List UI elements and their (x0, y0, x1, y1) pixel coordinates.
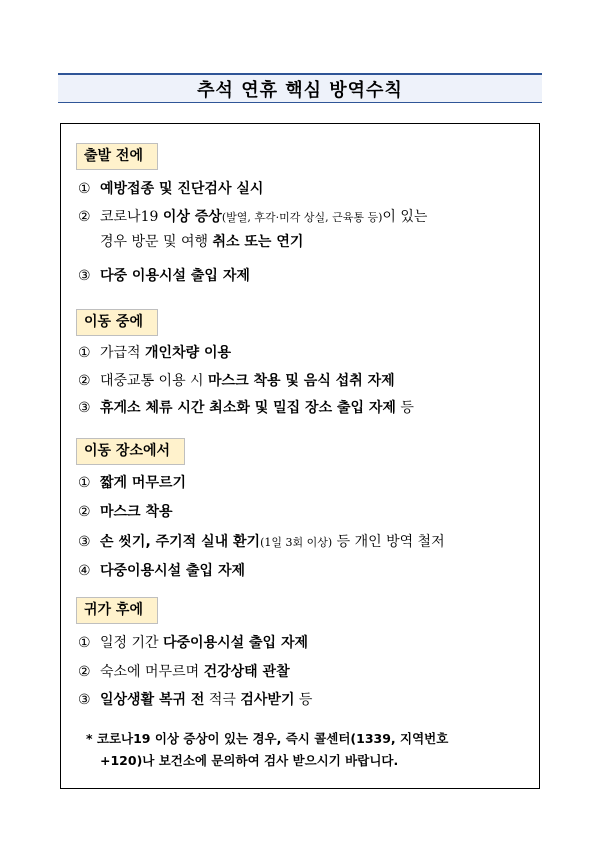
item-text-bold: 취소 또는 연기 (212, 234, 304, 250)
item-text-bold: 검사받기 (240, 692, 295, 708)
rule-item (78, 690, 312, 710)
item-number: ② (78, 373, 91, 389)
section-label: 출발 전에 (76, 143, 158, 170)
item-number: ③ (78, 400, 91, 416)
item-text-bold: 다중이용시설 출입 자제 (163, 635, 308, 651)
rule-item (78, 561, 245, 581)
note-line-2: +120)나 보건소에 문의하여 검사 받으시기 바랍니다. (100, 753, 399, 768)
item-text: 적극 (204, 692, 241, 708)
rule-item (78, 266, 250, 286)
note-line-1: * 코로나19 이상 증상이 있는 경우, 즉시 콜센터(1339, 지역번호 (86, 731, 449, 746)
section-label: 이동 중에 (76, 309, 158, 336)
rule-item (78, 179, 263, 199)
contact-note (86, 728, 536, 772)
item-text: 이 있는 (382, 209, 428, 225)
item-number: ② (78, 504, 91, 520)
page-title: 추석 연휴 핵심 방역수칙 (197, 79, 403, 101)
item-number: ③ (78, 268, 91, 284)
item-text: 대중교통 이용 시 (100, 373, 209, 389)
section-label-wrap (76, 597, 158, 624)
item-text-bold: 예방접종 및 진단검사 실시 (100, 181, 264, 197)
item-text-bold: 마스크 착용 및 음식 섭취 자제 (208, 373, 395, 389)
item-text-bold: 다중이용시설 출입 자제 (100, 563, 245, 579)
item-text-bold: 마스크 착용 (100, 504, 173, 520)
rule-item (78, 633, 308, 653)
rule-item (78, 207, 427, 228)
item-text-bold: 일상생활 복귀 전 (100, 692, 205, 708)
item-number: ① (78, 635, 91, 651)
item-text: 코로나19 (100, 209, 163, 225)
item-number: ③ (78, 692, 91, 708)
item-number: ② (78, 664, 91, 680)
rule-item (78, 532, 445, 553)
item-text: 경우 방문 및 여행 (100, 234, 213, 250)
item-text: 등 (294, 692, 313, 708)
item-text: 일정 기간 (100, 635, 163, 651)
item-number: ① (78, 181, 91, 197)
item-text-bold: 손 씻기, 주기적 실내 환기 (100, 534, 261, 550)
item-text-bold: 건강상태 관찰 (203, 664, 290, 680)
item-text-bold: 짧게 머무르기 (100, 475, 187, 491)
item-text: (1일 3회 이상) (260, 536, 333, 549)
item-text: 등 개인 방역 철저 (332, 534, 445, 550)
item-text-bold: 개인차량 이용 (145, 345, 232, 361)
section-label: 귀가 후에 (76, 597, 158, 624)
rule-item (78, 371, 395, 391)
item-text: (발열, 후각·미각 상실, 근육통 등) (221, 211, 383, 224)
item-number: ④ (78, 563, 91, 579)
section-label-wrap (76, 438, 185, 465)
item-number: ② (78, 209, 91, 225)
item-number: ① (78, 345, 91, 361)
rule-item (78, 473, 186, 493)
rule-item (78, 662, 290, 682)
item-text: 등 (395, 400, 414, 416)
item-text-bold: 다중 이용시설 출입 자제 (100, 268, 250, 284)
item-text-bold: 휴게소 체류 시간 최소화 및 밀집 장소 출입 자제 (100, 400, 396, 416)
item-text: 숙소에 머무르며 (100, 664, 204, 680)
rule-item (78, 343, 231, 363)
item-text: 가급적 (100, 345, 146, 361)
rule-item (78, 502, 173, 522)
title-banner (58, 73, 542, 103)
item-number: ① (78, 475, 91, 491)
rule-item (100, 232, 303, 252)
item-text-bold: 이상 증상 (162, 209, 222, 225)
section-label: 이동 장소에서 (76, 438, 185, 465)
rule-item (78, 398, 414, 418)
section-label-wrap (76, 143, 158, 170)
section-label-wrap (76, 309, 158, 336)
item-number: ③ (78, 534, 91, 550)
